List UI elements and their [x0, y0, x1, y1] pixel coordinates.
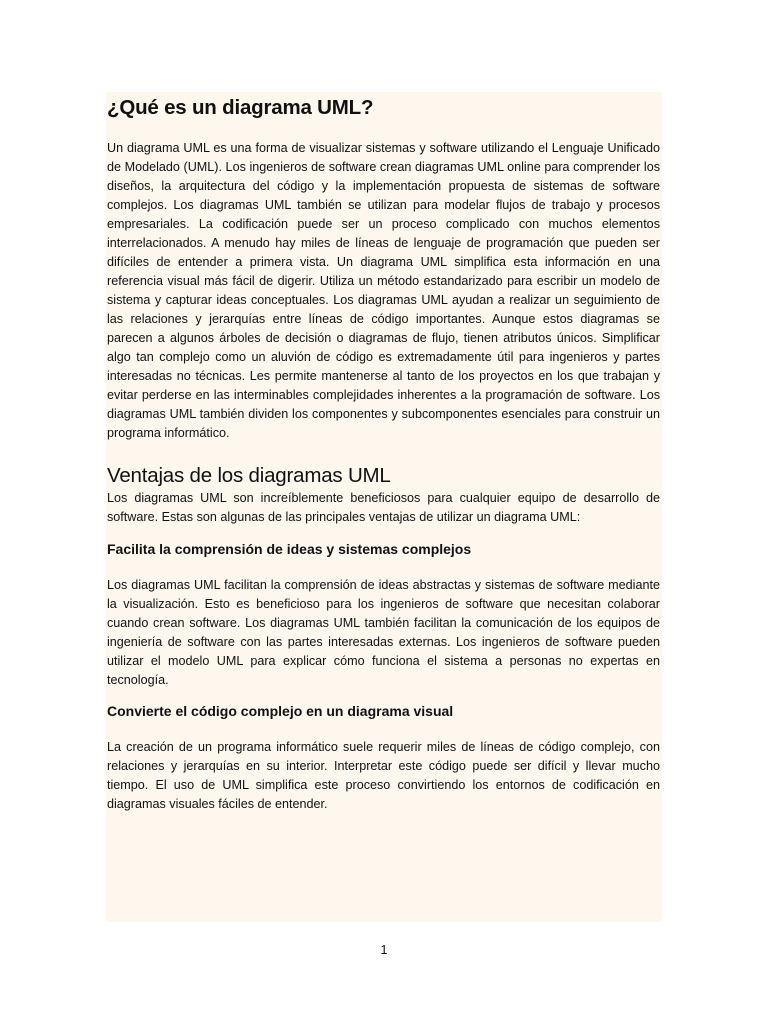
page-title: ¿Qué es un diagrama UML?	[107, 96, 374, 119]
subsection-heading: Convierte el código complejo en un diagrama visual	[107, 703, 454, 719]
document-body	[107, 92, 660, 814]
intro-paragraph: Un diagrama UML es una forma de visualizar sistemas y software utilizando el Lenguaje Unificado de Modelado (UML). Los ingenieros de software crean diagramas UML online para comprender los diseños, la arquitectura del código y la implementación propuesta de sistemas de software complejos. Los diagramas UML también se utilizan para modelar flujos de trabajo y procesos empresariales. La codificación puede ser un proceso complicado con muchos elementos interrelacionados. A menudo hay miles de líneas de lenguaje de programación que pueden ser difíciles de entender a primera vista. Un diagrama UML simplifica esta información en una referencia visual más fácil de digerir. Utiliza un método estandarizado para escribir un modelo de sistema y capturar ideas conceptuales. Los diagramas UML ayudan a realizar un seguimiento de las relaciones y jerarquías entre líneas de código importantes. Aunque estos diagramas se parecen a algunos árboles de decisión o diagramas de flujo, tienen atributos únicos. Simplificar algo tan complejo como un aluvión de código es extremadamente útil para ingenieros y partes interesadas no técnicas. Les permite mantenerse al tanto de los proyectos en los que trabajan y evitar perderse en las interminables complejidades inherentes a la programación de software. Los diagramas UML también dividen los componentes y subcomponentes esenciales para construir un programa informático.	[107, 141, 660, 440]
subsection-paragraph: Los diagramas UML facilitan la comprensión de ideas abstractas y sistemas de software mediante la visualización. Esto es beneficioso para los ingenieros de software que necesitan colaborar cuando crean software. Los diagramas UML también facilitan la comunicación de los equipos de ingeniería de software con las partes interesadas externas. Los ingenieros de software pueden utilizar el modelo UML para explicar cómo funciona el sistema a personas no expertas en tecnología.	[107, 578, 660, 687]
section-title: Ventajas de los diagramas UML	[107, 464, 391, 487]
page-number: 1	[380, 943, 388, 957]
section-intro-paragraph: Los diagramas UML son increíblemente beneficiosos para cualquier equipo de desarrollo de software. Estas son algunas de las principales ventajas de utilizar un diagrama UML:	[107, 491, 660, 524]
subsection-paragraph: La creación de un programa informático suele requerir miles de líneas de código complejo, con relaciones y jerarquías en su interior. Interpretar este código puede ser difícil y llevar mucho tiempo. El uso de UML simplifica este proceso convirtiendo los entornos de codificación en diagramas visuales fáciles de entender.	[107, 740, 660, 811]
subsection-heading: Facilita la comprensión de ideas y sistemas complejos	[107, 541, 472, 557]
